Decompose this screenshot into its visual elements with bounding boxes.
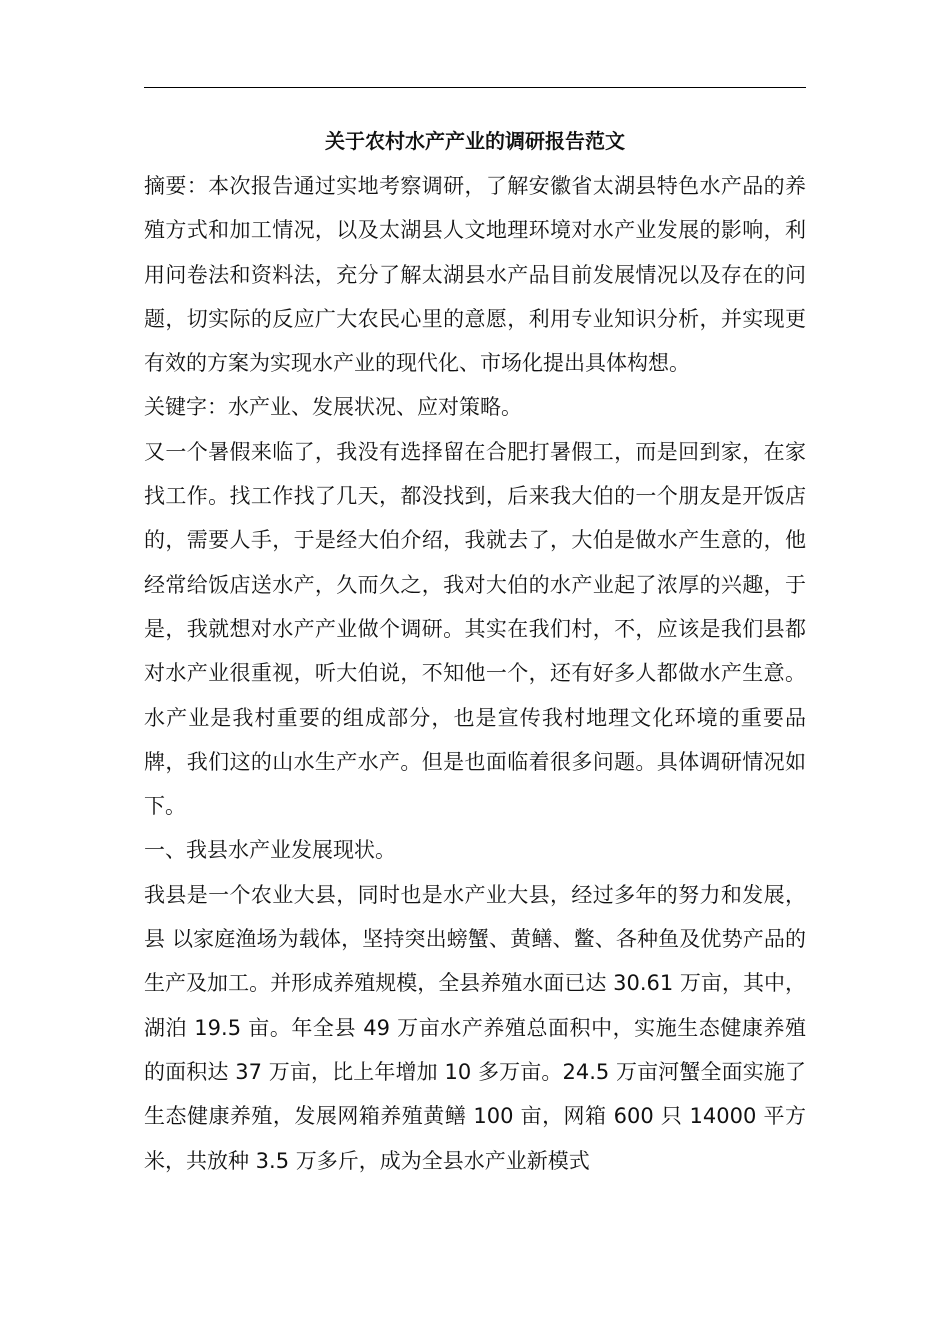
abstract-paragraph: 摘要：本次报告通过实地考察调研，了解安徽省太湖县特色水产品的养殖方式和加工情况，以及太湖县人文地理环境对水产业发展的影响，利用问卷法和资料法，充分了解太湖县水产品目前发展情况以及存在的问题，切实际的反应广大农民心里的意愿，利用专业知识分析，并实现更有效的方案为实现水产业的现代化、市场化提出具体构想。 <box>144 174 806 376</box>
status-paragraph: 我县是一个农业大县，同时也是水产业大县，经过多年的努力和发展，县 以家庭渔场为载体，坚持突出螃蟹、黄鳝、鳖、各种鱼及优势产品的生产及加工。并形成养殖规模，全县养殖水面已达 30.61 万亩，其中，湖泊 19.5 亩。年全县 49 万亩水产养殖总面积中，实施生态健康养殖的面积达 37 万亩，比上年增加 10 多万亩。24.5 万亩河蟹全面实施了生态健康养殖，发展网箱养殖黄鳝 100 亩，网箱 600 只 14000 平方米，共放种 3.5 万多斤，成为全县水产业新模式 <box>144 882 806 1173</box>
document-body <box>144 164 806 1183</box>
intro-paragraph: 又一个暑假来临了，我没有选择留在合肥打暑假工，而是回到家，在家找工作。找工作找了几天，都没找到，后来我大伯的一个朋友是开饭店的，需要人手，于是经大伯介绍，我就去了，大伯是做水产生意的，他经常给饭店送水产，久而久之，我对大伯的水产业起了浓厚的兴趣，于是，我就想对水产产业做个调研。其实在我们村，不，应该是我们县都对水产业很重视，听大伯说，不知他一个，还有好多人都做水产生意。水产业是我村重要的组成部分，也是宣传我村地理文化环境的重要品牌，我们这的山水生产水产。但是也面临着很多问题。具体调研情况如下。 <box>144 439 806 819</box>
section-heading: 一、我县水产业发展现状。 <box>144 838 396 863</box>
keywords-paragraph: 关键字：水产业、发展状况、应对策略。 <box>144 395 522 420</box>
header-rule <box>144 87 806 88</box>
document-title: 关于农村水产产业的调研报告范文 <box>325 129 625 153</box>
